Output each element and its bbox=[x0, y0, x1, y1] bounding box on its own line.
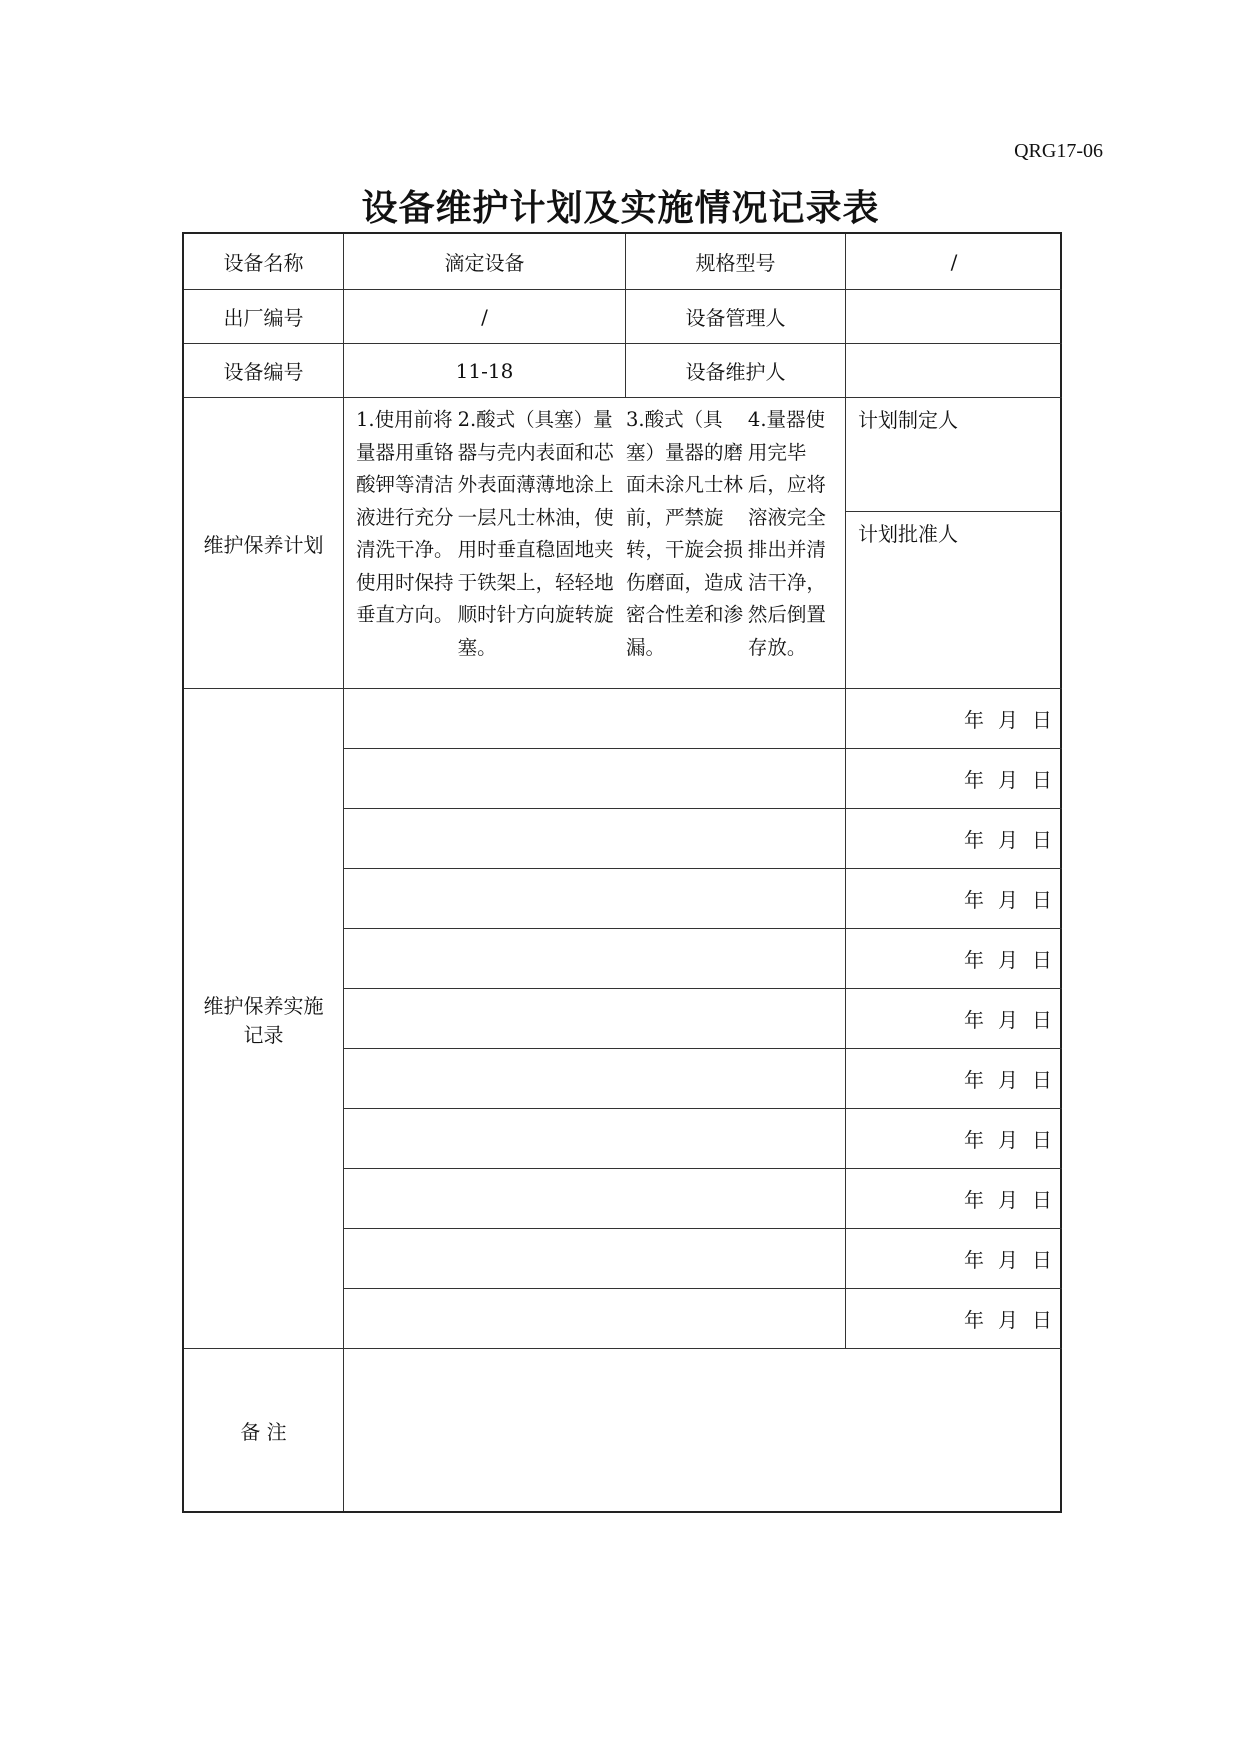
date-month: 月 bbox=[998, 948, 1018, 972]
record-entry[interactable] bbox=[344, 989, 846, 1049]
record-form-table bbox=[182, 232, 1062, 1513]
date-year: 年 bbox=[964, 768, 984, 792]
date-day: 日 bbox=[1032, 768, 1052, 792]
remarks-label: 备 注 bbox=[184, 1349, 344, 1511]
date-month: 月 bbox=[998, 768, 1018, 792]
date-month: 月 bbox=[998, 1128, 1018, 1152]
record-date[interactable] bbox=[846, 929, 1062, 989]
spec-model-label: 规格型号 bbox=[626, 234, 846, 290]
date-month: 月 bbox=[998, 1308, 1018, 1332]
date-year: 年 bbox=[964, 948, 984, 972]
remarks-value[interactable] bbox=[344, 1349, 1062, 1511]
plan-content bbox=[344, 398, 846, 689]
equipment-name-value[interactable]: 滴定设备 bbox=[344, 234, 626, 290]
date-year: 年 bbox=[964, 1008, 984, 1032]
plan-item: 3.酸式（具塞）量器的磨面未涂凡士林前，严禁旋转，干旋会损伤磨面，造成密合性差和渗漏。 bbox=[626, 408, 744, 659]
record-entry[interactable] bbox=[344, 749, 846, 809]
date-year: 年 bbox=[964, 1248, 984, 1272]
planner-field[interactable] bbox=[846, 398, 1062, 512]
date-year: 年 bbox=[964, 1068, 984, 1092]
date-day: 日 bbox=[1032, 1128, 1052, 1152]
date-month: 月 bbox=[998, 708, 1018, 732]
record-entry[interactable] bbox=[344, 929, 846, 989]
record-date[interactable] bbox=[846, 749, 1062, 809]
date-year: 年 bbox=[964, 708, 984, 732]
date-day: 日 bbox=[1032, 1008, 1052, 1032]
date-day: 日 bbox=[1032, 1068, 1052, 1092]
date-day: 日 bbox=[1032, 708, 1052, 732]
record-entry[interactable] bbox=[344, 1109, 846, 1169]
records-label bbox=[184, 689, 344, 1349]
equipment-no-label: 设备编号 bbox=[184, 344, 344, 398]
approver-field[interactable] bbox=[846, 512, 1062, 689]
date-month: 月 bbox=[998, 888, 1018, 912]
equipment-name-label: 设备名称 bbox=[184, 234, 344, 290]
date-month: 月 bbox=[998, 1068, 1018, 1092]
record-entry[interactable] bbox=[344, 689, 846, 749]
record-entry[interactable] bbox=[344, 809, 846, 869]
record-date[interactable] bbox=[846, 689, 1062, 749]
record-date[interactable] bbox=[846, 869, 1062, 929]
record-date[interactable] bbox=[846, 1229, 1062, 1289]
record-entry[interactable] bbox=[344, 1229, 846, 1289]
spec-model-value[interactable]: / bbox=[846, 234, 1062, 290]
manager-value[interactable] bbox=[846, 290, 1062, 344]
date-year: 年 bbox=[964, 1308, 984, 1332]
date-day: 日 bbox=[1032, 1188, 1052, 1212]
maintainer-value[interactable] bbox=[846, 344, 1062, 398]
date-year: 年 bbox=[964, 1128, 984, 1152]
factory-no-label: 出厂编号 bbox=[184, 290, 344, 344]
manager-label: 设备管理人 bbox=[626, 290, 846, 344]
plan-item: 4.量器使用完毕后，应将溶液完全排出并清洁干净，然后倒置存放。 bbox=[747, 408, 826, 659]
record-entry[interactable] bbox=[344, 1289, 846, 1349]
plan-item: 2.酸式（具塞）量器与壳内表面和芯外表面薄薄地涂上一层凡士林油，使用时垂直稳固地夹于铁架上，轻轻地顺时针方向旋转旋塞。 bbox=[457, 408, 614, 659]
approver-label: 计划批准人 bbox=[858, 522, 958, 546]
plan-label: 维护保养计划 bbox=[184, 398, 344, 689]
document-code: QRG17-06 bbox=[1014, 140, 1103, 162]
document-title: 设备维护计划及实施情况记录表 bbox=[361, 187, 880, 229]
record-date[interactable] bbox=[846, 809, 1062, 869]
date-month: 月 bbox=[998, 1008, 1018, 1032]
equipment-no-value[interactable]: 11-18 bbox=[344, 344, 626, 398]
planner-label: 计划制定人 bbox=[858, 408, 958, 432]
date-month: 月 bbox=[998, 828, 1018, 852]
records-label-line1: 维护保养实施 bbox=[203, 993, 324, 1018]
record-date[interactable] bbox=[846, 1109, 1062, 1169]
record-date[interactable] bbox=[846, 1169, 1062, 1229]
date-year: 年 bbox=[964, 1188, 984, 1212]
factory-no-value[interactable]: / bbox=[344, 290, 626, 344]
record-date[interactable] bbox=[846, 1049, 1062, 1109]
date-year: 年 bbox=[964, 828, 984, 852]
maintainer-label: 设备维护人 bbox=[626, 344, 846, 398]
plan-item: 1.使用前将量器用重铬酸钾等清洁液进行充分清洗干净。使用时保持垂直方向。 bbox=[356, 408, 454, 626]
record-date[interactable] bbox=[846, 1289, 1062, 1349]
date-day: 日 bbox=[1032, 828, 1052, 852]
date-day: 日 bbox=[1032, 948, 1052, 972]
date-month: 月 bbox=[998, 1188, 1018, 1212]
date-day: 日 bbox=[1032, 1308, 1052, 1332]
record-date[interactable] bbox=[846, 989, 1062, 1049]
date-year: 年 bbox=[964, 888, 984, 912]
record-entry[interactable] bbox=[344, 869, 846, 929]
record-entry[interactable] bbox=[344, 1169, 846, 1229]
date-day: 日 bbox=[1032, 1248, 1052, 1272]
records-label-line2: 记录 bbox=[243, 1022, 284, 1047]
date-month: 月 bbox=[998, 1248, 1018, 1272]
record-entry[interactable] bbox=[344, 1049, 846, 1109]
date-day: 日 bbox=[1032, 888, 1052, 912]
